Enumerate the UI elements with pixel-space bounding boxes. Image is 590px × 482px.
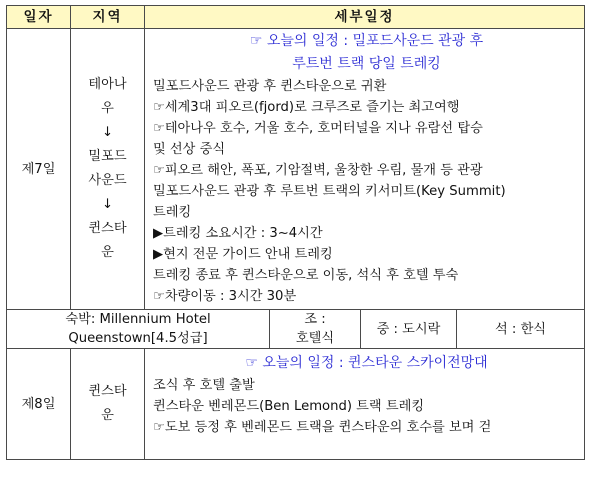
- region-line: 사운드: [88, 173, 127, 188]
- day7-date: 제7일: [7, 29, 71, 310]
- down-arrow-icon: ↓: [101, 197, 114, 212]
- header-region: 지역: [71, 6, 145, 29]
- day7-detail: [145, 29, 585, 310]
- down-arrow-icon: ↓: [101, 125, 114, 140]
- detail-line: 퀸스타운 벤레몬드(Ben Lemond) 트랙 트레킹: [153, 399, 425, 414]
- region-line: 운: [101, 245, 114, 260]
- dinner-cell: 석 : 한식: [457, 310, 585, 349]
- lunch-cell: 중 : 도시락: [361, 310, 457, 349]
- day7-row: [7, 29, 585, 310]
- detail-line: ☞차량이동 : 3시간 30분: [153, 289, 297, 304]
- region-line: 운: [101, 408, 114, 423]
- header-date: 일자: [7, 6, 71, 29]
- breakfast-value: 호텔식: [295, 331, 335, 346]
- day7-plan-title-2: 루트번 트랙 당일 트레킹: [292, 56, 441, 72]
- detail-line: ☞피오르 해안, 폭포, 기암절벽, 울창한 우림, 물개 등 관광: [153, 163, 483, 178]
- detail-line: 밀포드사운드 관광 후 퀸스타운으로 귀환: [153, 79, 387, 94]
- region-line: 테아나: [88, 77, 127, 92]
- region-line: 우: [101, 101, 114, 116]
- region-line: 밀포드: [88, 149, 127, 164]
- header-detail: 세부일정: [145, 6, 585, 29]
- day8-row: [7, 349, 585, 460]
- table-header-row: [7, 6, 585, 29]
- region-line: 퀸스타: [88, 221, 127, 236]
- detail-line: ☞세계3대 피오르(fjord)로 크루즈로 즐기는 최고여행: [153, 100, 460, 115]
- detail-line: ☞도보 등정 후 벤레몬드 트랙을 퀸스타운의 호수를 보며 걷: [153, 420, 492, 435]
- day8-detail: [145, 349, 585, 460]
- region-line: 퀸스타: [88, 384, 127, 399]
- day7-plan-title-1: ☞ 오늘의 일정 : 밀포드사운드 관광 후: [249, 33, 484, 49]
- hotel-cell: [7, 310, 270, 349]
- breakfast-cell: [270, 310, 361, 349]
- detail-line: ▶현지 전문 가이드 안내 트레킹: [153, 247, 333, 262]
- day7-stay-row: [7, 310, 585, 349]
- itinerary-table: [6, 5, 585, 460]
- day8-plan-title: ☞ 오늘의 일정 : 퀸스타운 스카이전망대: [245, 355, 488, 371]
- day8-region: [71, 349, 145, 460]
- hotel-location: Queenstown[4.5성급]: [68, 331, 208, 346]
- detail-line: 트레킹: [153, 205, 192, 220]
- day8-date: 제8일: [7, 349, 71, 460]
- detail-line: ☞테아나우 호수, 거울 호수, 호머터널을 지나 유람선 탑승: [153, 121, 483, 136]
- day7-region: [71, 29, 145, 310]
- hotel-name: 숙박: Millennium Hotel: [65, 312, 211, 327]
- detail-line: ▶트레킹 소요시간 : 3~4시간: [153, 226, 323, 241]
- detail-line: 조식 후 호텔 출발: [153, 378, 255, 393]
- detail-line: 밀포드사운드 관광 후 루트번 트랙의 키서미트(Key Summit): [153, 184, 506, 199]
- detail-line: 트레킹 종료 후 퀸스타운으로 이동, 석식 후 호텔 투숙: [153, 268, 459, 283]
- detail-line: 및 선상 중식: [153, 142, 226, 157]
- breakfast-label: 조 :: [304, 312, 326, 327]
